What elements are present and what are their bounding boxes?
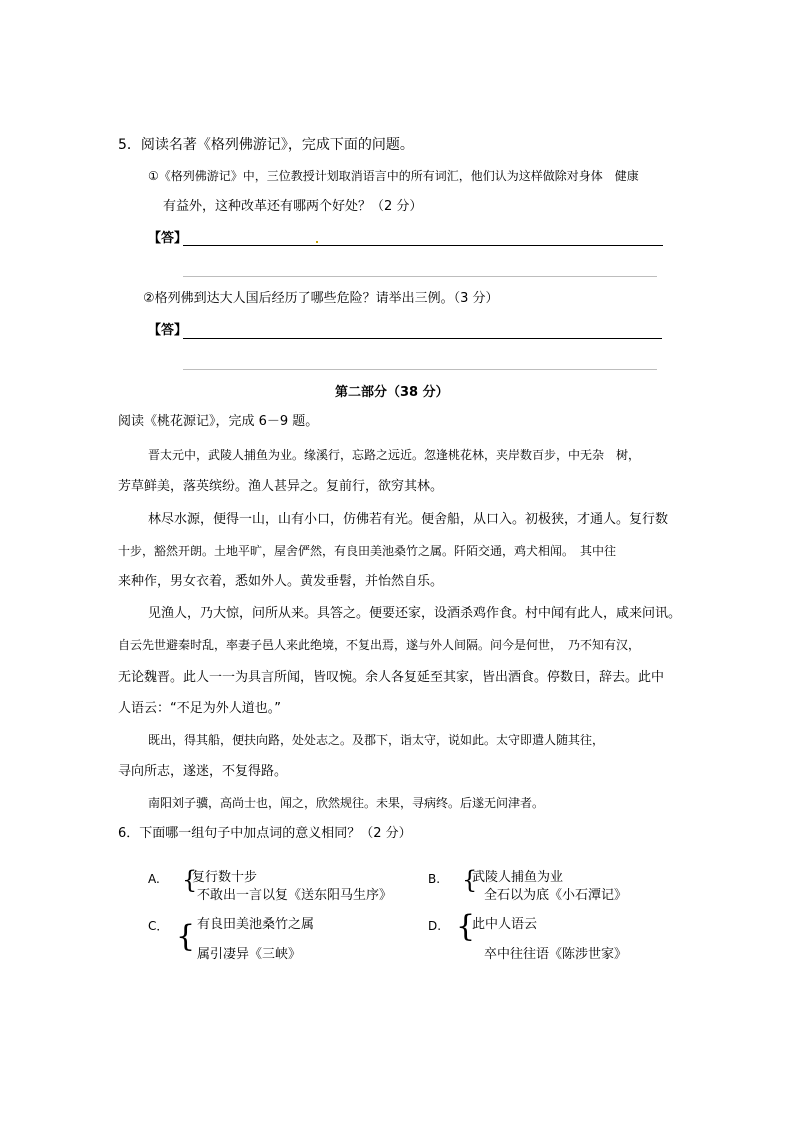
passage-p3-line3: 无论魏晋。此人一一为具言所闻，皆叹惋。余人各复延至其家，皆出酒食。停数日，辞去。此中 [118, 670, 665, 685]
option-b-brace: { [462, 866, 478, 894]
answer-line-2[interactable] [183, 338, 662, 339]
passage-p3-line2: 自云先世避秦时乱，率妻子邑人来此绝境，不复出焉，遂与外人间隔。问今是何世， 乃不知有汉， [118, 638, 641, 652]
option-c-line2: 属引凄异《三峡》 [197, 947, 302, 962]
q5-title: 5．阅读名著《格列佛游记》，完成下面的问题。 [118, 137, 414, 153]
answer-line-1b[interactable] [183, 276, 657, 277]
part2-intro: 阅读《桃花源记》，完成 6－9 题。 [118, 414, 319, 429]
answer-line-2b[interactable] [183, 369, 657, 370]
option-b-line2: 全石以为底《小石潭记》 [484, 888, 628, 903]
passage-p3-line1: 见渔人，乃大惊，问所从来。具答之。便要还家，设酒杀鸡作食。村中闻有此人，咸来问讯。 [148, 606, 682, 621]
passage-p3-line4: 人语云：“不足为外人道也。” [118, 701, 281, 716]
passage-p2-line2: 十步，豁然开朗。土地平旷，屋舍俨然，有良田美池桑竹之属。阡陌交通，鸡犬相闻。 其中往 [118, 544, 617, 558]
option-d-letter[interactable]: D. [428, 919, 442, 933]
stray-mark [316, 241, 318, 243]
passage-p5-line1: 南阳刘子骥，高尚士也，闻之，欣然规往。未果，寻病终。后遂无问津者。 [148, 796, 545, 810]
passage-p1-line2: 芳草鲜美，落英缤纷。渔人甚异之。复前行，欲穷其林。 [118, 479, 444, 494]
answer-line-1[interactable] [183, 245, 663, 246]
passage-p2-line1: 林尽水源，便得一山，山有小口，仿佛若有光。便舍船，从口入。初极狭，才通人。复行数 [148, 512, 669, 527]
option-d-line2: 卒中往往语《陈涉世家》 [484, 947, 628, 962]
option-a-brace: { [182, 866, 198, 894]
passage-p4-line2: 寻向所志，遂迷，不复得路。 [118, 764, 288, 779]
option-c-brace: { [176, 919, 196, 954]
option-c-letter[interactable]: C． [148, 919, 169, 933]
q5-sub1-line1: ①《格列佛游记》中，三位教授计划取消语言中的所有词汇，他们认为这样做除对身体 健康 [148, 169, 639, 183]
option-d-brace: { [456, 909, 476, 944]
answer-label-2: 【答】 [148, 323, 188, 338]
option-a-line1: 复行数十步 [192, 870, 258, 885]
option-a-letter[interactable]: A. [148, 872, 160, 886]
option-d-line1: 此中人语云 [472, 917, 538, 932]
option-c-line1: 有良田美池桑竹之属 [197, 917, 315, 932]
option-b-line1: 武陵人捕鱼为业 [472, 870, 564, 885]
answer-label-1: 【答】 [148, 231, 188, 246]
q5-sub1-line2: 有益外，这种改革还有哪两个好处？（2 分） [163, 199, 423, 214]
part2-heading: 第二部分（38 分） [335, 385, 449, 400]
q6-stem: 6．下面哪一组句子中加点词的意义相同？（2 分） [118, 826, 412, 841]
option-b-letter[interactable]: B. [428, 872, 441, 886]
passage-p4-line1: 既出，得其船，便扶向路，处处志之。及郡下，诣太守，说如此。太守即遣人随其往， [148, 733, 605, 747]
q5-sub2: ②格列佛到达大人国后经历了哪些危险？请举出三例。（3 分） [143, 291, 499, 306]
option-a-line2: 不敢出一言以复《送东阳马生序》 [197, 888, 393, 903]
passage-p1-line1: 晋太元中，武陵人捕鱼为业。缘溪行，忘路之远近。忽逢桃花林，夹岸数百步，中无杂 树， [148, 448, 641, 462]
passage-p2-line3: 来种作，男女衣着，悉如外人。黄发垂髫，并怡然自乐。 [118, 574, 444, 589]
